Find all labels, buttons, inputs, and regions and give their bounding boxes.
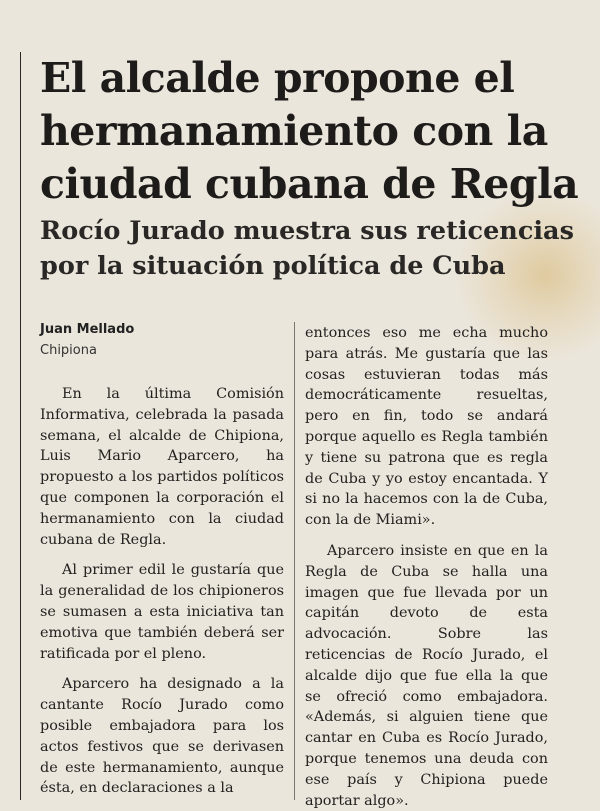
paragraph: entonces eso me echa mucho para atrás. Me gustaría que las cosas estuvieran todas más democráticamente resueltas, pero en fin, todo se andará porque aquello es Regla también y tiene su patrona que es regla de Cuba y yo estoy encantada. Y si no la hacemos con la de Cuba, con la de Miami».	[305, 325, 548, 529]
paragraph: Aparcero ha designado a la cantante Rocío Jurado como posible embajadora para los actos festivos que se derivasen de este hermanamiento, aunque ésta, en declaraciones a la	[40, 676, 284, 797]
paragraph: Al primer edil le gustaría que la generalidad de los chipioneros se sumasen a esta iniciativa tan emotiva que también deberá ser ratificada por el pleno.	[40, 562, 284, 662]
subheadline: Rocío Jurado muestra sus reticencias por la situación política de Cuba	[40, 216, 574, 281]
article-column-1	[40, 384, 284, 799]
paragraph: En la última Comisión Informativa, celebrada la pasada semana, el alcalde de Chipiona, Luis Mario Aparcero, ha propuesto a los partidos políticos que componen la corporación el hermanamiento con la ciudad cubana de Regla.	[40, 386, 284, 548]
paragraph: Aparcero insiste en que en la Regla de Cuba se halla una imagen que fue llevada por un capitán devoto de esta advocación. Sobre las reticencias de Rocío Jurado, el alcalde dijo que fue ella la que se ofreció como embajadora. «Además, si alguien tiene que cantar en Cuba es Rocío Jurado, porque tenemos una deuda con ese país y Chipiona puede aportar algo».	[305, 542, 548, 809]
byline-location: Chipiona	[40, 343, 97, 358]
byline-author: Juan Mellado	[40, 322, 135, 337]
left-column-rule	[20, 52, 21, 800]
article-column-2	[305, 323, 548, 811]
column-divider	[294, 322, 295, 800]
headline: El alcalde propone el hermanamiento con la ciudad cubana de Regla	[40, 54, 579, 208]
